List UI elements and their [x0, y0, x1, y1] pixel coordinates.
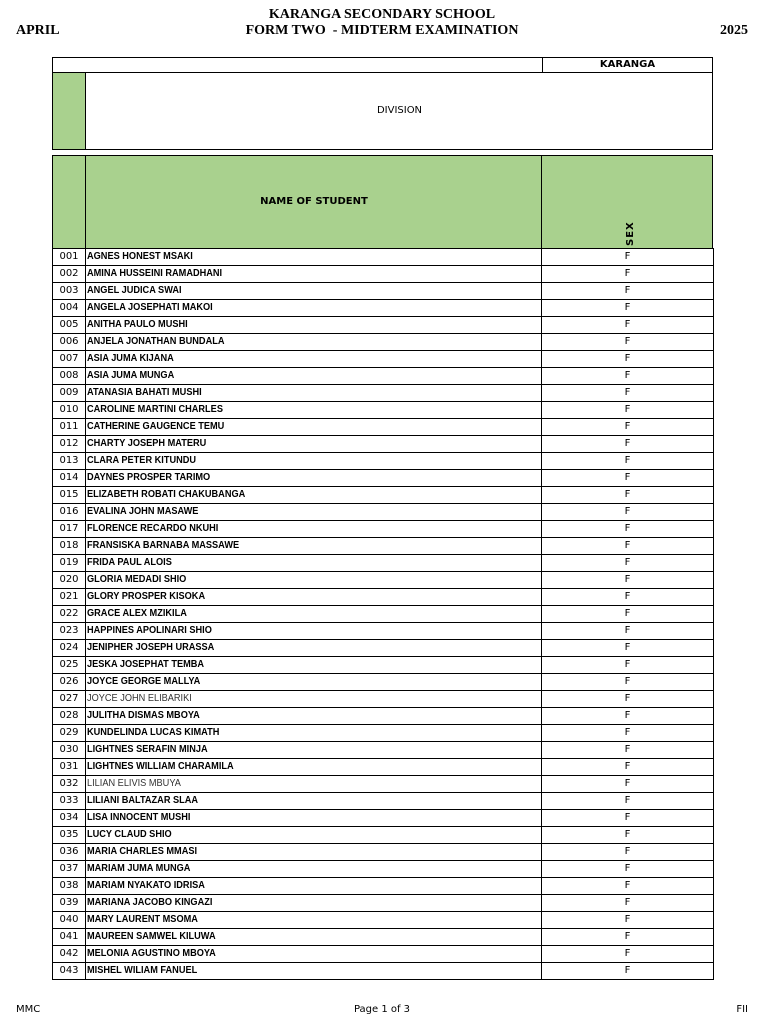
student-sex: F	[542, 555, 714, 572]
student-name: JULITHA DISMAS MBOYA	[87, 710, 200, 721]
student-name: MISHEL WILIAM FANUEL	[87, 965, 198, 976]
table-row	[53, 572, 714, 589]
table-header	[52, 155, 713, 249]
student-sex: F	[542, 691, 714, 708]
student-number: 033	[53, 793, 86, 810]
student-number: 007	[53, 351, 86, 368]
table-row	[53, 300, 714, 317]
student-sex: F	[542, 521, 714, 538]
footer-page: Page 1 of 3	[353, 1004, 411, 1015]
student-number: 020	[53, 572, 86, 589]
table-row	[53, 470, 714, 487]
student-name: FRANSISKA BARNABA MASSAWE	[87, 540, 240, 551]
student-number: 025	[53, 657, 86, 674]
table-row	[53, 844, 714, 861]
table-row	[53, 929, 714, 946]
year-label: 2025	[720, 23, 748, 38]
student-name: ANJELA JONATHAN BUNDALA	[87, 336, 225, 347]
student-name: LUCY CLAUD SHIO	[87, 829, 172, 840]
student-sex: F	[542, 470, 714, 487]
student-name: ATANASIA BAHATI MUSHI	[87, 387, 202, 398]
table-row	[53, 708, 714, 725]
student-name-cell	[86, 742, 542, 759]
student-name: LILIANI BALTAZAR SLAA	[87, 795, 199, 806]
student-number: 005	[53, 317, 86, 334]
student-sex: F	[542, 283, 714, 300]
student-sex: F	[542, 674, 714, 691]
student-name: ASIA JUMA KIJANA	[87, 353, 174, 364]
student-sex: F	[542, 946, 714, 963]
student-sex: F	[542, 300, 714, 317]
student-number: 041	[53, 929, 86, 946]
footer-left: MMC	[16, 1004, 41, 1015]
student-sex: F	[542, 793, 714, 810]
student-sex: F	[542, 742, 714, 759]
student-name-cell	[86, 674, 542, 691]
student-number: 017	[53, 521, 86, 538]
school-column-header: KARANGA	[599, 59, 656, 70]
student-name-cell	[86, 606, 542, 623]
table-row	[53, 640, 714, 657]
table-row	[53, 912, 714, 929]
student-number: 036	[53, 844, 86, 861]
table-row	[53, 351, 714, 368]
month-label: APRIL	[16, 23, 60, 38]
student-sex: F	[542, 606, 714, 623]
table-row	[53, 589, 714, 606]
student-number: 016	[53, 504, 86, 521]
table-row	[53, 266, 714, 283]
table-row	[53, 776, 714, 793]
student-name-cell	[86, 657, 542, 674]
student-name-cell	[86, 725, 542, 742]
student-name-cell	[86, 946, 542, 963]
student-sex: F	[542, 776, 714, 793]
student-number: 030	[53, 742, 86, 759]
student-name-cell	[86, 776, 542, 793]
student-name: LISA INNOCENT MUSHI	[87, 812, 191, 823]
student-name-cell	[86, 538, 542, 555]
student-sex: F	[542, 453, 714, 470]
student-name-cell	[86, 334, 542, 351]
student-number: 008	[53, 368, 86, 385]
student-name-cell	[86, 402, 542, 419]
student-name: DAYNES PROSPER TARIMO	[87, 472, 211, 483]
student-name: CHARTY JOSEPH MATERU	[87, 438, 207, 449]
name-column-header: NAME OF STUDENT	[87, 156, 542, 248]
table-row	[53, 793, 714, 810]
student-number: 001	[53, 249, 86, 266]
table-row	[53, 521, 714, 538]
student-name: JOYCE JOHN ELIBARIKI	[87, 693, 192, 704]
table-row	[53, 334, 714, 351]
table-row	[53, 436, 714, 453]
student-name-cell	[86, 572, 542, 589]
student-name-cell	[86, 708, 542, 725]
student-sex: F	[542, 623, 714, 640]
student-name: CATHERINE GAUGENCE TEMU	[87, 421, 225, 432]
table-row	[53, 504, 714, 521]
student-number: 037	[53, 861, 86, 878]
student-sex: F	[542, 963, 714, 980]
student-name: ANGEL JUDICA SWAI	[87, 285, 182, 296]
student-name: MARIA CHARLES MMASI	[87, 846, 198, 857]
student-number: 019	[53, 555, 86, 572]
table-row	[53, 742, 714, 759]
student-name-cell	[86, 419, 542, 436]
student-sex: F	[542, 929, 714, 946]
student-sex: F	[542, 725, 714, 742]
student-name-cell	[86, 521, 542, 538]
student-name-cell	[86, 861, 542, 878]
student-number: 042	[53, 946, 86, 963]
student-name-cell	[86, 504, 542, 521]
student-name: FRIDA PAUL ALOIS	[87, 557, 172, 568]
table-row	[53, 946, 714, 963]
student-sex: F	[542, 640, 714, 657]
division-green-cell	[53, 73, 86, 149]
student-name-cell	[86, 283, 542, 300]
division-label: DIVISION	[376, 105, 423, 116]
student-name-cell	[86, 470, 542, 487]
student-name: HAPPINES APOLINARI SHIO	[87, 625, 212, 636]
student-name-cell	[86, 623, 542, 640]
student-name: EVALINA JOHN MASAWE	[87, 506, 199, 517]
student-number: 014	[53, 470, 86, 487]
student-sex: F	[542, 844, 714, 861]
student-sex: F	[542, 334, 714, 351]
student-name-cell	[86, 249, 542, 266]
student-number: 012	[53, 436, 86, 453]
exam-title: FORM TWO - MIDTERM EXAMINATION	[245, 23, 519, 38]
table-row	[53, 419, 714, 436]
top-block	[52, 57, 713, 150]
student-number: 035	[53, 827, 86, 844]
student-number: 018	[53, 538, 86, 555]
table-row	[53, 283, 714, 300]
student-name: MARIAM JUMA MUNGA	[87, 863, 191, 874]
sex-column-header: SEX	[625, 221, 636, 246]
student-table	[52, 248, 714, 980]
student-sex: F	[542, 504, 714, 521]
student-number: 021	[53, 589, 86, 606]
student-name-cell	[86, 793, 542, 810]
header-num-cell	[53, 156, 86, 248]
student-number: 022	[53, 606, 86, 623]
student-number: 024	[53, 640, 86, 657]
student-sex: F	[542, 538, 714, 555]
student-sex: F	[542, 368, 714, 385]
student-name-cell	[86, 827, 542, 844]
student-sex: F	[542, 827, 714, 844]
table-row	[53, 402, 714, 419]
student-number: 006	[53, 334, 86, 351]
table-row	[53, 487, 714, 504]
student-name-cell	[86, 351, 542, 368]
table-row	[53, 725, 714, 742]
student-name: AGNES HONEST MSAKI	[87, 251, 193, 262]
student-name: JENIPHER JOSEPH URASSA	[87, 642, 215, 653]
student-number: 029	[53, 725, 86, 742]
student-sex: F	[542, 759, 714, 776]
student-name: MAUREEN SAMWEL KILUWA	[87, 931, 216, 942]
student-number: 013	[53, 453, 86, 470]
student-number: 010	[53, 402, 86, 419]
student-sex: F	[542, 317, 714, 334]
student-name-cell	[86, 266, 542, 283]
student-sex: F	[542, 861, 714, 878]
student-name: MARY LAURENT MSOMA	[87, 914, 198, 925]
student-name-cell	[86, 929, 542, 946]
table-row	[53, 895, 714, 912]
table-row	[53, 555, 714, 572]
student-name-cell	[86, 385, 542, 402]
student-number: 043	[53, 963, 86, 980]
student-name: GLORY PROSPER KISOKA	[87, 591, 206, 602]
student-sex: F	[542, 351, 714, 368]
student-name-cell	[86, 878, 542, 895]
student-name: FLORENCE RECARDO NKUHI	[87, 523, 219, 534]
student-sex: F	[542, 487, 714, 504]
table-row	[53, 368, 714, 385]
student-name-cell	[86, 844, 542, 861]
student-sex: F	[542, 878, 714, 895]
student-table-body	[53, 249, 714, 980]
student-sex: F	[542, 912, 714, 929]
student-name-cell	[86, 810, 542, 827]
student-sex: F	[542, 419, 714, 436]
table-row	[53, 827, 714, 844]
student-name-cell	[86, 453, 542, 470]
student-sex: F	[542, 708, 714, 725]
student-name: AMINA HUSSEINI RAMADHANI	[87, 268, 223, 279]
student-name-cell	[86, 436, 542, 453]
student-sex: F	[542, 810, 714, 827]
student-name: LIGHTNES SERAFIN MINJA	[87, 744, 208, 755]
student-name: MELONIA AGUSTINO MBOYA	[87, 948, 216, 959]
table-row	[53, 657, 714, 674]
student-sex: F	[542, 385, 714, 402]
table-row	[53, 674, 714, 691]
student-number: 040	[53, 912, 86, 929]
student-sex: F	[542, 572, 714, 589]
student-name: LILIAN ELIVIS MBUYA	[87, 778, 181, 789]
student-number: 027	[53, 691, 86, 708]
student-name-cell	[86, 691, 542, 708]
student-number: 023	[53, 623, 86, 640]
student-number: 034	[53, 810, 86, 827]
student-number: 028	[53, 708, 86, 725]
student-name: ELIZABETH ROBATI CHAKUBANGA	[87, 489, 246, 500]
table-row	[53, 249, 714, 266]
student-sex: F	[542, 436, 714, 453]
student-number: 031	[53, 759, 86, 776]
table-row	[53, 861, 714, 878]
student-sex: F	[542, 657, 714, 674]
student-sex: F	[542, 589, 714, 606]
student-number: 011	[53, 419, 86, 436]
table-row	[53, 538, 714, 555]
student-number: 039	[53, 895, 86, 912]
student-name-cell	[86, 555, 542, 572]
student-number: 032	[53, 776, 86, 793]
student-name: KUNDELINDA LUCAS KIMATH	[87, 727, 220, 738]
student-name: MARIANA JACOBO KINGAZI	[87, 897, 213, 908]
student-number: 004	[53, 300, 86, 317]
student-name-cell	[86, 640, 542, 657]
student-name-cell	[86, 912, 542, 929]
student-number: 009	[53, 385, 86, 402]
student-number: 003	[53, 283, 86, 300]
table-row	[53, 453, 714, 470]
student-name: JOYCE GEORGE MALLYA	[87, 676, 201, 687]
student-number: 002	[53, 266, 86, 283]
school-name: KARANGA SECONDARY SCHOOL	[268, 7, 496, 22]
student-name: GRACE ALEX MZIKILA	[87, 608, 187, 619]
student-name-cell	[86, 759, 542, 776]
table-row	[53, 691, 714, 708]
footer-right: FII	[736, 1004, 748, 1015]
student-sex: F	[542, 249, 714, 266]
title-block	[0, 7, 764, 39]
student-number: 038	[53, 878, 86, 895]
student-name-cell	[86, 300, 542, 317]
table-row	[53, 963, 714, 980]
table-row	[53, 317, 714, 334]
student-name: CLARA PETER KITUNDU	[87, 455, 197, 466]
student-name: ANGELA JOSEPHATI MAKOI	[87, 302, 213, 313]
student-name-cell	[86, 963, 542, 980]
student-sex: F	[542, 895, 714, 912]
student-name-cell	[86, 589, 542, 606]
student-name: LIGHTNES WILLIAM CHARAMILA	[87, 761, 234, 772]
table-row	[53, 623, 714, 640]
student-name: GLORIA MEDADI SHIO	[87, 574, 187, 585]
student-sex: F	[542, 402, 714, 419]
student-name: JESKA JOSEPHAT TEMBA	[87, 659, 205, 670]
student-name-cell	[86, 317, 542, 334]
student-name-cell	[86, 895, 542, 912]
student-name: CAROLINE MARTINI CHARLES	[87, 404, 223, 415]
table-row	[53, 759, 714, 776]
student-sex: F	[542, 266, 714, 283]
student-name-cell	[86, 368, 542, 385]
student-name: ANITHA PAULO MUSHI	[87, 319, 188, 330]
student-name-cell	[86, 487, 542, 504]
student-name: ASIA JUMA MUNGA	[87, 370, 175, 381]
student-number: 026	[53, 674, 86, 691]
table-row	[53, 878, 714, 895]
student-number: 015	[53, 487, 86, 504]
table-row	[53, 810, 714, 827]
student-name: MARIAM NYAKATO IDRISA	[87, 880, 205, 891]
table-row	[53, 606, 714, 623]
table-row	[53, 385, 714, 402]
